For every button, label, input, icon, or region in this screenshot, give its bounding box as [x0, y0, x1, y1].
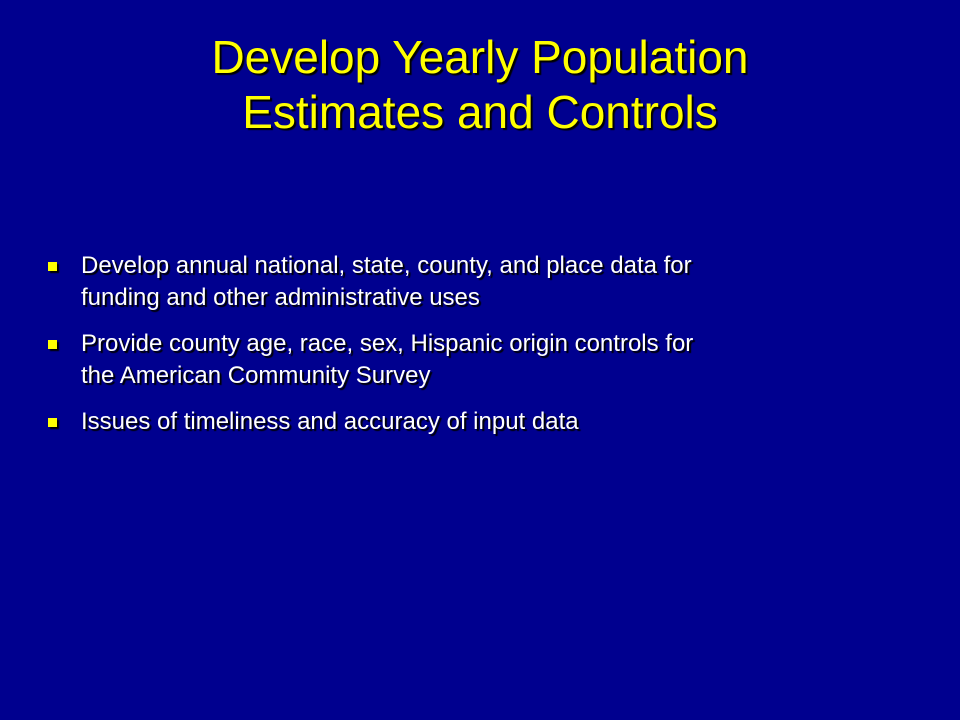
- bullet-text-line: Issues of timeliness and accuracy of input data: [81, 408, 579, 435]
- bullet-item-funding-data: [48, 250, 908, 314]
- square-bullet-icon: [48, 340, 57, 349]
- bullet-item-acs-controls: [48, 328, 908, 392]
- bullet-text-line: Provide county age, race, sex, Hispanic origin controls for: [81, 330, 694, 357]
- slide-title-line-1: Develop Yearly Population: [211, 31, 749, 83]
- square-bullet-icon: [48, 418, 57, 427]
- slide-title: [40, 30, 920, 140]
- bullet-list: [48, 250, 908, 452]
- bullet-text-line: Develop annual national, state, county, and place data for: [81, 252, 692, 279]
- slide-title-line-2: Estimates and Controls: [242, 86, 718, 138]
- bullet-text-line: funding and other administrative uses: [81, 284, 480, 311]
- square-bullet-icon: [48, 262, 57, 271]
- bullet-text: [81, 250, 908, 314]
- bullet-text: [81, 328, 908, 392]
- bullet-item-timeliness-accuracy: [48, 406, 908, 438]
- bullet-text: [81, 406, 908, 438]
- bullet-text-line: the American Community Survey: [81, 362, 431, 389]
